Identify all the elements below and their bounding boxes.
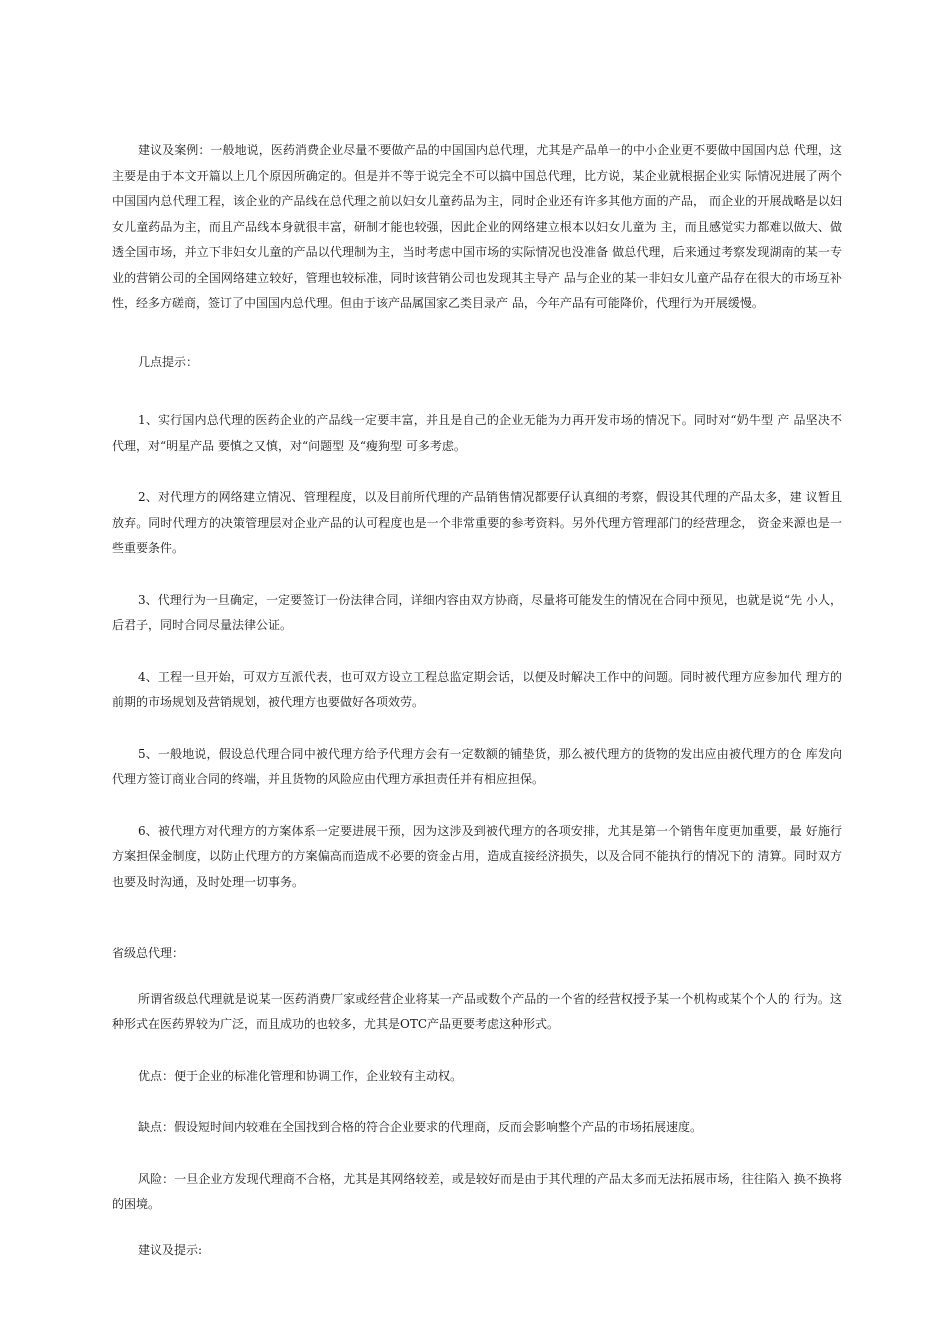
heading-suggestions-tips: 建议及提示: — [138, 1242, 203, 1257]
paragraph-advantages: 优点：便于企业的标准化管理和协调工作，企业较有主动权。 — [138, 1068, 463, 1083]
paragraph-disadvantages: 缺点：假设短时间内较难在全国找到合格的符合企业要求的代理商，反而会影响整个产品的市场拓展速度。 — [138, 1120, 703, 1134]
tip-item-1: 1、实行国内总代理的医药企业的产品线一定要丰富，并且是自己的企业无能为力再开发市场的情况下。同时对“奶牛型 产 品坚决不代理，对“明星产品 要慎之又慎，对“问题型 及“瘦狗型 可多考虑。 — [112, 413, 842, 453]
tip-item-6: 6、被代理方对代理方的方案体系一定要进展干预，因为这涉及到被代理方的各项安排，尤其是第一个销售年度更加重要，最 好施行方案担保金制度，以防止代理方的方案偏高而造成不必要的资金占用，造成直接经济损失，以及合同不能执行的情况下的 清算。同时双方也要及时沟通，及时处理一切事务。 — [112, 823, 842, 889]
paragraph-risks: 风险：一旦企业方发现代理商不合格，尤其是其网络较差，或是较好而是由于其代理的产品太多而无法拓展市场，往往陷入 换不换将的困境。 — [112, 1171, 842, 1211]
tip-item-3: 3、代理行为一旦确定，一定要签订一份法律合同，详细内容由双方协商，尽量将可能发生的情况在合同中预见，也就是说“先 小人，后君子，同时合同尽量法律公证。 — [112, 592, 842, 632]
document-body — [112, 138, 842, 1263]
tip-item-5: 5、一般地说，假设总代理合同中被代理方给予代理方会有一定数额的铺垫货，那么被代理方的货物的发出应由被代理方的仓 库发向代理方签订商业合同的终端，并且货物的风险应由代理方承担责任并有相应担保。 — [112, 746, 842, 786]
heading-provincial-agent: 省级总代理： — [112, 946, 185, 960]
paragraph-provincial-definition: 所谓省级总代理就是说某一医药消费厂家或经营企业将某一产品或数个产品的一个省的经营权授予某一个机构或某个个人的 行为。这种形式在医药界较为广泛，而且成功的也较多，尤其是OTC产品更要考虑这种形式。 — [112, 991, 842, 1031]
tip-item-2: 2、对代理方的网络建立情况、管理程度，以及目前所代理的产品销售情况都要仔认真细的考察，假设其代理的产品太多，建 议暂且放弃。同时代理方的决策管理层对企业产品的认可程度也是一个非常重要的参考资料。另外代理方管理部门的经营理念， 资金来源也是一些重要条件。 — [112, 490, 842, 555]
tip-item-4: 4、工程一旦开始，可双方互派代表，也可双方设立工程总监定期会话，以便及时解决工作中的问题。同时被代理方应参加代 理方的前期的市场规划及营销规划，被代理方也要做好各项效劳。 — [112, 669, 842, 709]
heading-tips: 几点提示： — [138, 354, 199, 369]
paragraph-suggestion-case: 建议及案例：一般地说，医药消费企业尽量不要做产品的中国国内总代理，尤其是产品单一的中小企业更不要做中国国内总 代理，这主要是由于本文开篇以上几个原因所确定的。但是并不等于说完全不可以搞中国总代理，比方说，某企业就根据企业实 际情况进展了两个中国国内总代理工程，该企业的产品线在总代理之前以妇女儿童药品为主，同时企业还有许多其他方面的产品， 而企业的开展战略是以妇女儿童药品为主，而且产品线本身就很丰富，研制才能也较强，因此企业的网络建立根本以妇女儿童为 主，而且感觉实力都难以做大、做透全国市场，并立下非妇女儿童的产品以代理制为主，当时考虑中国市场的实际情况也没准备 做总代理，后来通过考察发现湖南的某一专业的营销公司的全国网络建立较好，管理也较标准，同时该营销公司也发现其主导产 品与企业的某一非妇女儿童产品存在很大的市场互补性，经多方磋商，签订了中国国内总代理。但由于该产品属国家乙类目录产 品，今年产品有可能降价，代理行为开展缓慢。 — [112, 143, 842, 310]
